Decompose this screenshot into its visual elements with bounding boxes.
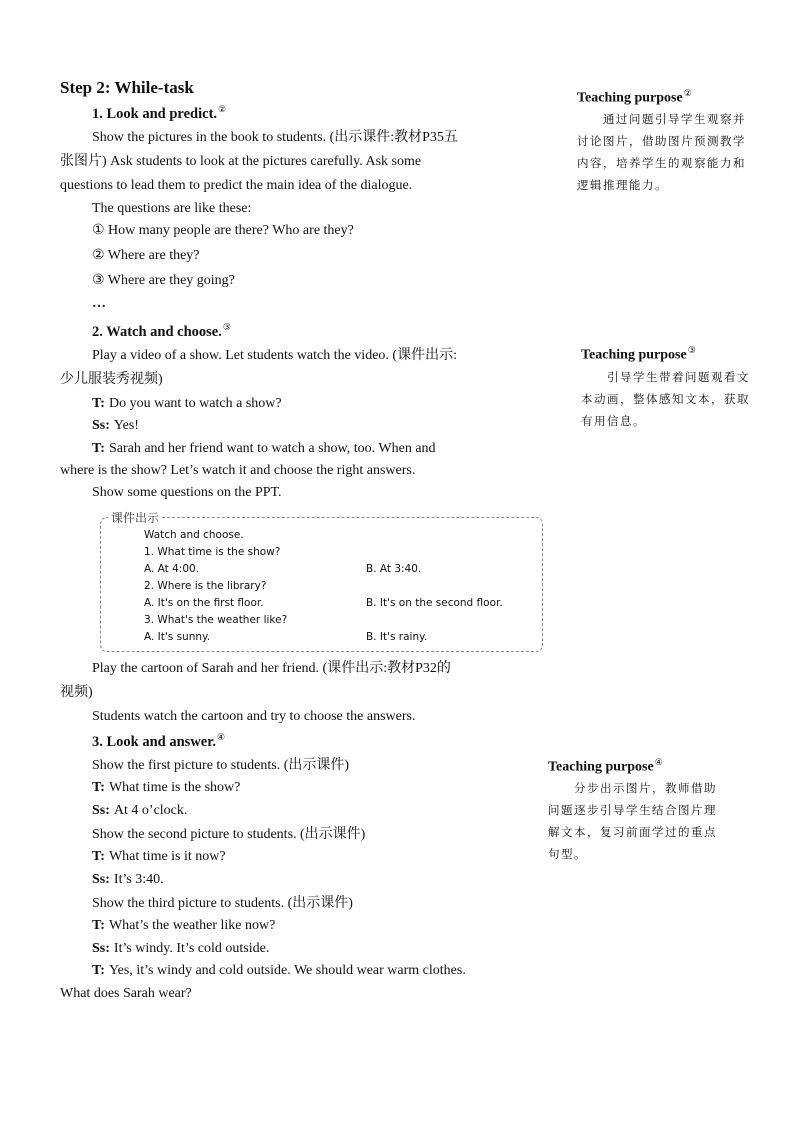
box-option: B. It's rainy. — [366, 631, 428, 643]
footnote-mark: ④ — [216, 732, 226, 742]
dialogue-line — [92, 962, 466, 980]
footnote-mark: ③ — [222, 322, 231, 332]
paragraph-line: where is the show? Let’s watch it and choose the right answers. — [60, 463, 416, 478]
paragraph-line: Show some questions on the PPT. — [92, 485, 282, 500]
dialogue-line — [92, 417, 139, 435]
section-1-heading-text: 1. Look and predict. — [92, 105, 218, 122]
dialogue-line — [92, 940, 269, 958]
speech: It’s windy. It’s cold outside. — [113, 941, 270, 956]
speech: Do you want to watch a show? — [108, 396, 282, 411]
speech: Yes, it’s windy and cold outside. We should wear warm clothes. — [108, 963, 466, 978]
ellipsis: … — [92, 296, 106, 311]
dialogue-line — [92, 440, 436, 458]
paragraph-line: Show the second picture to students. (出示课件) — [92, 827, 366, 842]
speaker-label: T: — [92, 918, 105, 933]
teaching-purpose-title — [577, 88, 692, 107]
box-option: A. It's sunny. — [144, 631, 211, 643]
speaker-label: Ss: — [92, 418, 110, 433]
dialogue-line — [92, 802, 187, 820]
section-3-heading-text: 3. Look and answer. — [92, 733, 216, 750]
box-title: Watch and choose. — [144, 529, 244, 541]
speech: What time is it now? — [108, 849, 226, 864]
question-item: ② Where are they? — [92, 248, 200, 263]
box-option: B. It's on the second floor. — [366, 597, 503, 609]
paragraph-line: Show the pictures in the book to students. (出示课件:教材P35五 — [92, 130, 458, 145]
paragraph-line: Show the first picture to students. (出示课件) — [92, 758, 350, 773]
speaker-label: T: — [92, 441, 105, 456]
question-item: ③ Where are they going? — [92, 273, 235, 288]
question-item: ① How many people are there? Who are they? — [92, 223, 354, 238]
speech: What time is the show? — [108, 780, 241, 795]
paragraph-line: 视频) — [60, 685, 93, 700]
box-option: A. It's on the first floor. — [144, 597, 264, 609]
speaker-label: Ss: — [92, 872, 110, 887]
dialogue-line — [92, 917, 275, 935]
teaching-purpose-title — [581, 345, 696, 364]
footnote-mark: ② — [683, 88, 692, 98]
teaching-purpose-body: 通过问题引导学生观察并讨论图片，借助图片预测教学内容，培养学生的观察能力和逻辑推理能力。 — [577, 112, 746, 192]
speech: Yes! — [113, 418, 139, 433]
teaching-purpose-title — [548, 757, 663, 776]
teaching-purpose-body: 分步出示图片，教师借助问题逐步引导学生结合图片理解文本，复习前面学过的重点句型。 — [548, 781, 717, 861]
speaker-label: T: — [92, 780, 105, 795]
box-option: B. At 3:40. — [366, 563, 422, 575]
paragraph-line: Play a video of a show. Let students watch the video. (课件出示: — [92, 348, 457, 363]
paragraph-line: Show the third picture to students. (出示课件) — [92, 896, 353, 911]
footnote-mark: ④ — [654, 757, 663, 767]
paragraph-line: 张图片) Ask students to look at the pictures carefully. Ask some — [60, 154, 422, 169]
section-2-heading — [92, 322, 231, 341]
speech: It’s 3:40. — [113, 872, 164, 887]
step-title: Step 2: While-task — [60, 78, 194, 97]
paragraph-line: 少儿服装秀视频) — [60, 372, 163, 387]
teaching-purpose-title-text: Teaching purpose — [577, 90, 683, 106]
speech: What’s the weather like now? — [108, 918, 276, 933]
section-2-heading-text: 2. Watch and choose. — [92, 323, 222, 340]
speaker-label: T: — [92, 396, 105, 411]
paragraph-line: Students watch the cartoon and try to choose the answers. — [92, 709, 416, 724]
speaker-label: T: — [92, 849, 105, 864]
teaching-purpose-title-text: Teaching purpose — [548, 759, 654, 775]
speech: At 4 o’clock. — [113, 803, 188, 818]
dialogue-line — [92, 779, 240, 797]
dialogue-line — [92, 395, 282, 413]
paragraph-line: Play the cartoon of Sarah and her friend. (课件出示:教材P32的 — [92, 661, 451, 676]
box-question: 1. What time is the show? — [144, 546, 281, 558]
box-question: 3. What's the weather like? — [144, 614, 288, 626]
dialogue-line — [92, 848, 226, 866]
section-3-heading — [92, 732, 225, 751]
speaker-label: Ss: — [92, 803, 110, 818]
box-question: 2. Where is the library? — [144, 580, 267, 592]
speaker-label: T: — [92, 963, 105, 978]
speaker-label: Ss: — [92, 941, 110, 956]
footnote-mark: ③ — [687, 345, 696, 355]
paragraph-line: questions to lead them to predict the main idea of the dialogue. — [60, 178, 413, 193]
dialogue-line — [92, 871, 164, 889]
paragraph-line: What does Sarah wear? — [60, 986, 192, 1001]
speech: Sarah and her friend want to watch a show, too. When and — [108, 441, 436, 456]
section-1-heading — [92, 104, 226, 123]
teaching-purpose-body: 引导学生带着问题观看文本动画，整体感知文本，获取有用信息。 — [581, 370, 750, 428]
questions-intro: The questions are like these: — [92, 201, 252, 216]
teaching-purpose-title-text: Teaching purpose — [581, 347, 687, 363]
box-option: A. At 4:00. — [144, 563, 200, 575]
footnote-mark: ② — [218, 104, 227, 114]
courseware-tag: 课件出示 — [108, 509, 162, 526]
